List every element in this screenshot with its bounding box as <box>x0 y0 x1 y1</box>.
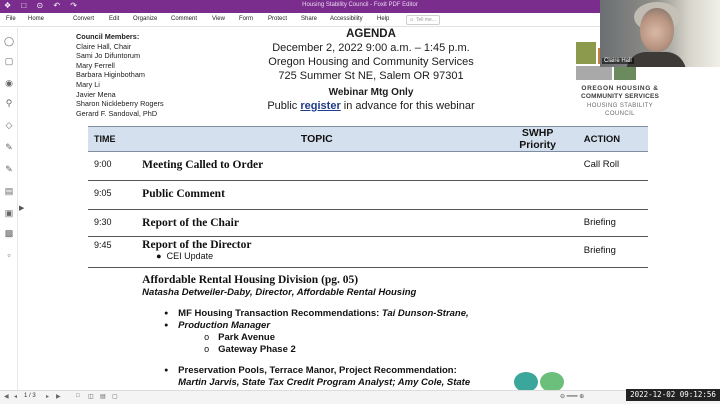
row-priority <box>497 237 577 268</box>
register-link[interactable]: register <box>300 100 341 112</box>
row-time <box>88 268 136 390</box>
content-icon[interactable]: ▤ <box>4 186 14 196</box>
quick-access-toolbar[interactable]: ❖ □ ⊙ ↶ ↷ <box>4 1 82 10</box>
member-name: Sharon Nickleberry Rogers <box>76 99 164 109</box>
menu-accessibility[interactable]: Accessibility <box>330 16 363 22</box>
menu-protect[interactable]: Protect <box>268 16 288 22</box>
comments-icon[interactable]: ◉ <box>5 78 13 88</box>
row-time: 9:00 <box>88 152 136 181</box>
tell-me-search[interactable] <box>406 15 440 25</box>
header-action: ACTION <box>578 127 648 152</box>
agenda-table <box>88 126 648 389</box>
menu-view[interactable]: View <box>212 16 225 22</box>
recording-timestamp: 2022-12-02 09:12:56 <box>626 389 720 401</box>
division-title: Affordable Rental Housing Division (pg. 05) <box>142 274 359 286</box>
table-row <box>88 237 648 268</box>
expand-panel-icon[interactable]: ▶ <box>19 205 25 212</box>
topic-sub-text: CEI Update <box>166 251 214 261</box>
register-line <box>246 100 496 113</box>
row-topic-cell <box>136 237 497 268</box>
bullet-heading: Preservation Pools, Terrace Manor, Project Recommendation: <box>178 365 457 376</box>
row-priority <box>497 210 577 237</box>
logo-line-1: OREGON HOUSING & <box>581 85 659 92</box>
bullet-presenter-role: Production Manager <box>178 320 271 331</box>
meeting-address: 725 Summer St NE, Salem OR 97301 <box>278 70 464 82</box>
logo-block <box>576 42 596 64</box>
agenda-bullet <box>164 308 642 320</box>
division-cell <box>136 268 648 390</box>
agenda-header <box>246 28 496 113</box>
window-title: Housing Stability Council - Foxit PDF Editor <box>302 2 418 8</box>
participant-face <box>640 8 674 52</box>
table-header-row <box>88 127 648 152</box>
member-name: Javier Mena <box>76 89 116 99</box>
menu-home[interactable]: Home <box>28 16 45 22</box>
menu-organize[interactable]: Organize <box>133 16 158 22</box>
member-name: Claire Hall, Chair <box>76 41 132 51</box>
logo-line-4: COUNCIL <box>605 111 635 117</box>
page-nav-last-icon[interactable]: ▶ <box>56 394 61 400</box>
row-topic: Meeting Called to Order <box>136 152 497 181</box>
table-row <box>88 210 648 237</box>
row-priority <box>497 152 577 181</box>
single-page-icon[interactable]: □ <box>76 393 80 399</box>
row-time: 9:45 <box>88 237 136 268</box>
row-topic: Report of the Chair <box>136 210 497 237</box>
signatures-icon[interactable]: ✎ <box>5 164 13 174</box>
tags-icon[interactable]: ▣ <box>4 208 14 218</box>
bullet-continuation <box>164 320 642 332</box>
row-topic: Public Comment <box>136 181 497 210</box>
header-time: TIME <box>88 127 136 152</box>
member-name: Barbara Higinbotham <box>76 70 145 80</box>
status-bar <box>0 390 720 404</box>
row-topic: Report of the Director <box>142 239 252 251</box>
video-participant-tile[interactable] <box>600 0 720 67</box>
destinations-icon[interactable]: ▩ <box>4 228 14 238</box>
row-time: 9:30 <box>88 210 136 237</box>
director-name: Natasha Detweiler-Daby, Director <box>142 287 292 298</box>
house-icon <box>514 372 538 392</box>
menu-convert[interactable]: Convert <box>73 16 95 22</box>
row-action: Call Roll <box>578 152 648 181</box>
header-swhp-priority: SWHP Priority <box>497 127 577 152</box>
logo-line-3: HOUSING STABILITY <box>586 103 654 109</box>
table-row <box>88 152 648 181</box>
layers-icon[interactable]: ◇ <box>5 120 13 130</box>
logo-block <box>614 66 636 80</box>
table-row <box>88 181 648 210</box>
bullet-presenter: Tai Dunson-Strane, <box>379 308 469 319</box>
people-icon <box>540 372 564 392</box>
order-icon[interactable]: ▫ <box>7 250 11 260</box>
agenda-title: AGENDA <box>346 28 396 40</box>
continuous-icon[interactable]: ▤ <box>100 394 106 400</box>
logo-block <box>576 66 612 80</box>
page-number[interactable]: 1 / 3 <box>24 393 36 399</box>
search-placeholder: Tell me... <box>416 17 437 23</box>
menu-file[interactable]: File <box>6 16 16 22</box>
row-time: 9:05 <box>88 181 136 210</box>
logo-line-2: COMMUNITY SERVICES <box>580 93 660 100</box>
council-members <box>76 32 164 118</box>
page-thumbnails-icon[interactable]: ▢ <box>4 56 14 66</box>
row-action: Briefing <box>578 210 648 237</box>
two-page-icon[interactable]: ◫ <box>88 394 94 400</box>
row-priority <box>497 181 577 210</box>
council-members-title: Council Members: <box>76 32 140 41</box>
bullet-heading: MF Housing Transaction Recommendations: <box>178 308 380 319</box>
pdf-page <box>30 28 690 390</box>
topic-sub-bullet: ● CEI Update <box>156 251 214 261</box>
lightbulb-icon: ☼ <box>409 17 415 23</box>
scroll-icon[interactable]: ▢ <box>112 394 118 400</box>
project-item: o Gateway Phase 2 <box>204 344 642 356</box>
member-name: Sami Jo Difuntorum <box>76 51 141 61</box>
bookmark-icon[interactable]: ◯ <box>4 36 15 46</box>
page-nav-first-icon[interactable]: ◀ <box>4 394 9 400</box>
menu-share[interactable]: Share <box>301 16 318 22</box>
navigation-sidebar <box>0 28 18 390</box>
table-row <box>88 268 648 390</box>
organization-name: Oregon Housing and Community Services <box>268 56 474 68</box>
zoom-controls[interactable]: ⊖ ━━━ ⊕ <box>560 394 585 400</box>
register-suffix: in advance for this webinar <box>340 100 475 112</box>
row-action <box>578 181 648 210</box>
member-name: Mary Li <box>76 79 100 89</box>
row-action: Briefing <box>578 237 648 268</box>
meeting-datetime: December 2, 2022 9:00 a.m. – 1:45 p.m. <box>272 42 470 54</box>
project-item: o Park Avenue <box>204 332 642 344</box>
register-prefix: Public <box>267 100 301 112</box>
menu-edit[interactable]: Edit <box>109 16 120 22</box>
search-icon[interactable]: ⚲ <box>5 98 13 108</box>
page-nav-prev-icon[interactable]: ◂ <box>14 394 18 400</box>
participant-name: Claire Hall <box>604 58 632 64</box>
division-director <box>142 287 642 299</box>
bullet-presenters: Martin Jarvis, State Tax Credit Program Analyst; Amy Cole, State <box>178 377 471 388</box>
director-role: , Affordable Rental Housing <box>291 287 417 298</box>
page-nav-next-icon[interactable]: ▸ <box>46 394 50 400</box>
webinar-note: Webinar Mtg Only <box>328 87 414 98</box>
menu-form[interactable]: Form <box>239 16 253 22</box>
attachments-icon[interactable]: ✎ <box>5 142 13 152</box>
member-name: Gerard F. Sandoval, PhD <box>76 108 158 118</box>
member-name: Mary Ferrell <box>76 60 115 70</box>
menu-comment[interactable]: Comment <box>171 16 198 22</box>
agenda-bullet <box>164 365 642 377</box>
header-topic: TOPIC <box>136 127 497 152</box>
menu-help[interactable]: Help <box>377 16 390 22</box>
